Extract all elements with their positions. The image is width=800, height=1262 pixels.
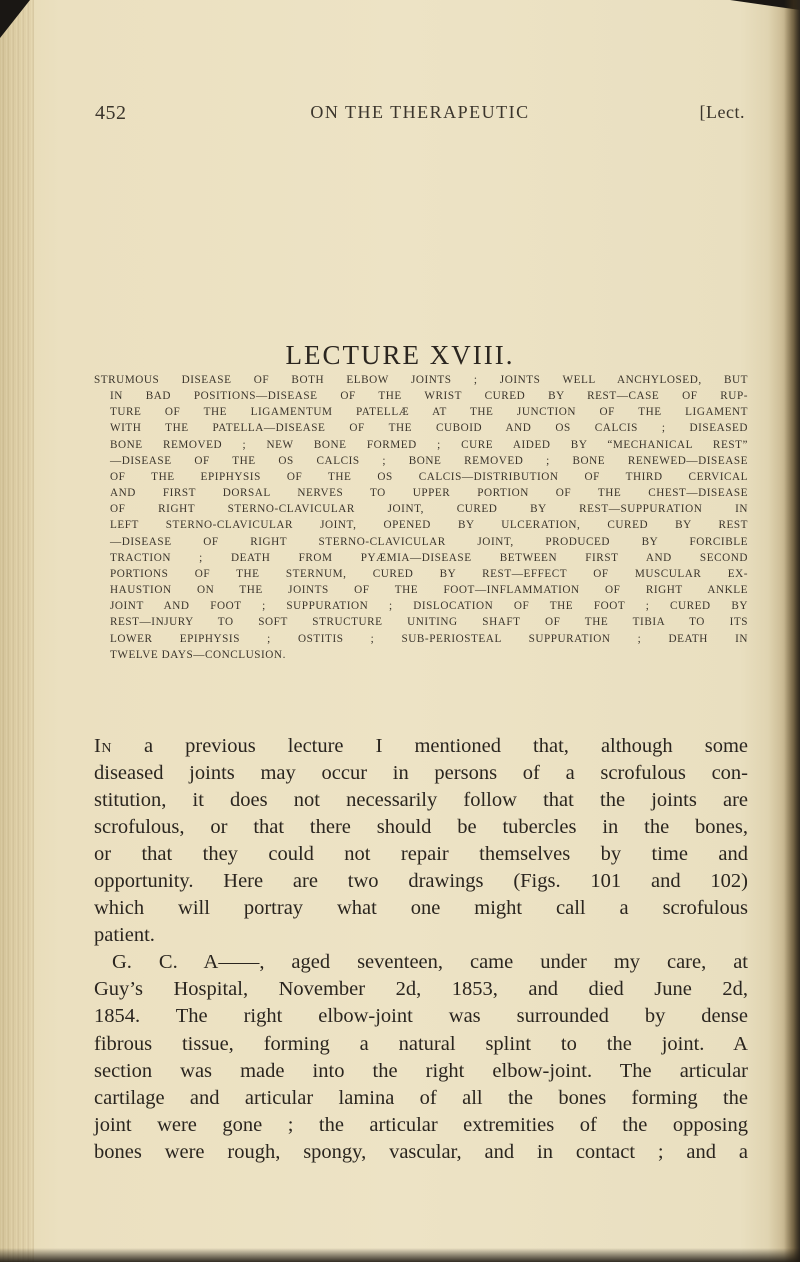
summary-line: —DISEASE OF RIGHT STERNO-CLAVICULAR JOINT, PRODUCED BY FORCIBLE xyxy=(110,535,748,548)
summary-line: STRUMOUS DISEASE OF BOTH ELBOW JOINTS ; JOINTS WELL ANCHYLOSED, BUT xyxy=(94,374,748,386)
summary-line: OF RIGHT STERNO-CLAVICULAR JOINT, CURED BY REST—SUPPURATION IN xyxy=(110,503,748,516)
summary-line: BONE REMOVED ; NEW BONE FORMED ; CURE AIDED BY “MECHANICAL REST” xyxy=(110,438,748,451)
lecture-title: LECTURE XVIII. xyxy=(285,340,515,370)
running-header xyxy=(95,102,745,132)
summary-line: TRACTION ; DEATH FROM PYÆMIA—DISEASE BETWEEN FIRST AND SECOND xyxy=(110,551,748,564)
body-line: cartilage and articular lamina of all the bones forming the xyxy=(94,1086,748,1109)
body-line: patient. xyxy=(94,924,155,947)
body-line: Guy’s Hospital, November 2d, 1853, and died June 2d, xyxy=(94,978,748,1001)
section-marker: [Lect. xyxy=(699,102,745,122)
running-title: ON THE THERAPEUTIC xyxy=(310,102,530,122)
page-number: 452 xyxy=(95,102,127,124)
body-line: fibrous tissue, forming a natural splint to the joint. A xyxy=(94,1032,748,1055)
body-line: scrofulous, or that there should be tubercles in the bones, xyxy=(94,816,748,839)
summary-line: JOINT AND FOOT ; SUPPURATION ; DISLOCATION OF THE FOOT ; CURED BY xyxy=(110,600,748,613)
summary-line: PORTIONS OF THE STERNUM, CURED BY REST—EFFECT OF MUSCULAR EX- xyxy=(110,567,748,580)
summary-line: IN BAD POSITIONS—DISEASE OF THE WRIST CURED BY REST—CASE OF RUP- xyxy=(110,390,748,403)
body-line-text: a previous lecture I mentioned that, although some xyxy=(111,735,748,757)
background-corner xyxy=(0,0,30,38)
lecture-summary xyxy=(94,372,748,663)
page-edges-left xyxy=(0,0,34,1262)
summary-line: LOWER EPIPHYSIS ; OSTITIS ; SUB-PERIOSTEAL SUPPURATION ; DEATH IN xyxy=(110,632,748,645)
summary-line: REST—INJURY TO SOFT STRUCTURE UNITING SHAFT OF THE TIBIA TO ITS xyxy=(110,616,748,629)
summary-line: HAUSTION ON THE JOINTS OF THE FOOT—INFLAMMATION OF RIGHT ANKLE xyxy=(110,584,748,597)
summary-line: OF THE EPIPHYSIS OF THE OS CALCIS—DISTRIBUTION OF THIRD CERVICAL xyxy=(110,470,748,483)
summary-line: WITH THE PATELLA—DISEASE OF THE CUBOID AND OS CALCIS ; DISEASED xyxy=(110,422,748,435)
summary-line: AND FIRST DORSAL NERVES TO UPPER PORTION OF THE CHEST—DISEASE xyxy=(110,487,748,500)
bottom-shadow xyxy=(0,1248,800,1262)
summary-line: LEFT STERNO-CLAVICULAR JOINT, OPENED BY ULCERATION, CURED BY REST xyxy=(110,519,748,532)
body-line: or that they could not repair themselves by time and xyxy=(94,843,748,866)
summary-line: TWELVE DAYS—CONCLUSION. xyxy=(110,648,286,661)
gutter-shadow xyxy=(784,0,800,1262)
body-line: bones were rough, spongy, vascular, and in contact ; and a xyxy=(94,1140,748,1163)
body-line: section was made into the right elbow-joint. The articular xyxy=(94,1059,748,1082)
body-line xyxy=(94,733,748,760)
opening-word: In xyxy=(94,735,112,757)
body-line: 1854. The right elbow-joint was surrounded by dense xyxy=(94,1005,748,1028)
body-text xyxy=(94,733,748,1166)
body-line: joint were gone ; the articular extremities of the opposing xyxy=(94,1113,748,1136)
body-line: stitution, it does not necessarily follow that the joints are xyxy=(94,789,748,812)
body-line: opportunity. Here are two drawings (Figs. 101 and 102) xyxy=(94,870,748,893)
body-line: diseased joints may occur in persons of a scrofulous con- xyxy=(94,762,748,785)
summary-line: TURE OF THE LIGAMENTUM PATELLÆ AT THE JUNCTION OF THE LIGAMENT xyxy=(110,406,748,419)
summary-line: —DISEASE OF THE OS CALCIS ; BONE REMOVED ; BONE RENEWED—DISEASE xyxy=(110,454,748,467)
body-line: which will portray what one might call a scrofulous xyxy=(94,897,748,920)
body-line: G. C. A——, aged seventeen, came under my care, at xyxy=(112,951,748,974)
